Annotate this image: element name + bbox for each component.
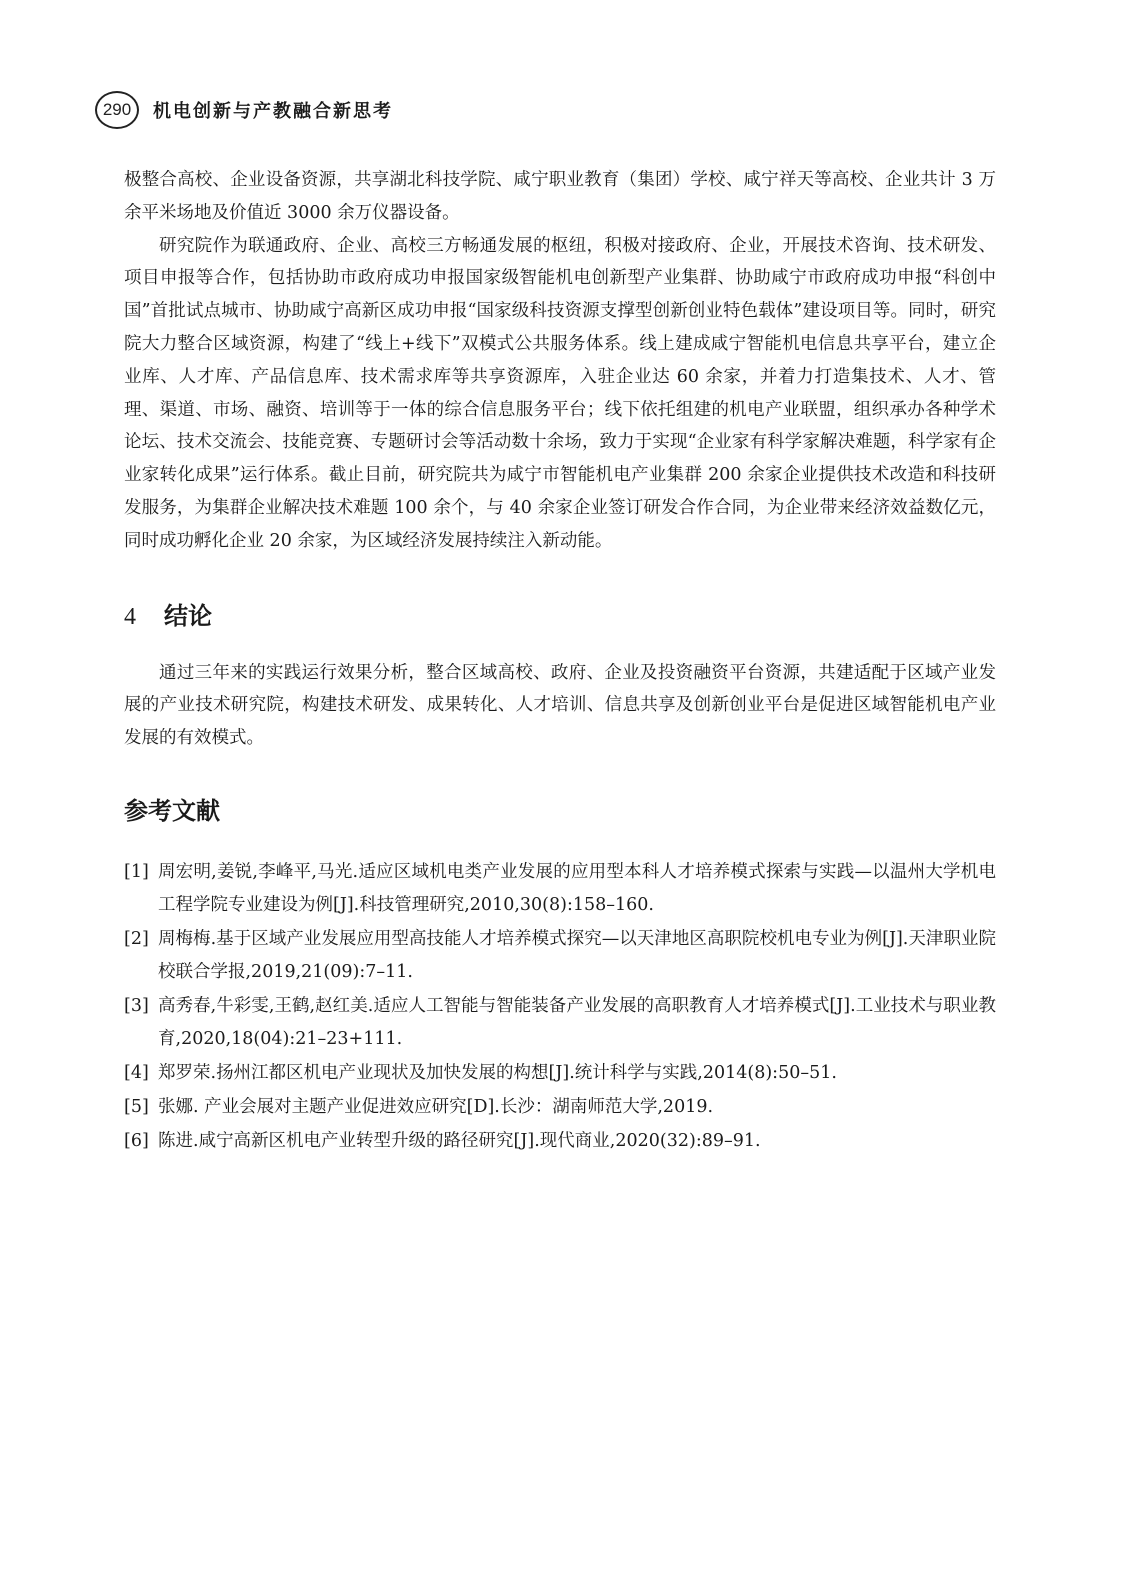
reference-label: [3] xyxy=(124,995,149,1016)
references-heading: 参考文献 xyxy=(124,796,220,825)
reference-text: 高秀春,牛彩雯,王鹤,赵红美.适应人工智能与智能装备产业发展的高职教育人才培养模式[J].工业技术与职业教育,2020,18(04):21–23+111. xyxy=(158,995,996,1049)
reference-text: 陈进.咸宁高新区机电产业转型升级的路径研究[J].现代商业,2020(32):89–91. xyxy=(158,1130,761,1151)
reference-list xyxy=(124,856,996,1158)
reference-text: 张娜. 产业会展对主题产业促进效应研究[D].长沙：湖南师范大学,2019. xyxy=(158,1096,714,1117)
reference-item xyxy=(124,1125,996,1158)
reference-item xyxy=(124,923,996,989)
section-title: 结论 xyxy=(164,601,212,630)
reference-label: [1] xyxy=(124,861,149,882)
body-paragraph: 研究院作为联通政府、企业、高校三方畅通发展的枢纽，积极对接政府、企业，开展技术咨询、技术研发、项目申报等合作，包括协助市政府成功申报国家级智能机电创新型产业集群、协助咸宁市政府成功申报“科创中国”首批试点城市、协助咸宁高新区成功申报“国家级科技资源支撑型创新创业特色载体”建设项目等。同时，研究院大力整合区域资源，构建了“线上+线下”双模式公共服务体系。线上建成咸宁智能机电信息共享平台，建立企业库、人才库、产品信息库、技术需求库等共享资源库，入驻企业达 60 余家，并着力打造集技术、人才、管理、渠道、市场、融资、培训等于一体的综合信息服务平台；线下依托组建的机电产业联盟，组织承办各种学术论坛、技术交流会、技能竞赛、专题研讨会等活动数十余场，致力于实现“企业家有科学家解决难题，科学家有企业家转化成果”运行体系。截止目前，研究院共为咸宁市智能机电产业集群 200 余家企业提供技术改造和科技研发服务，为集群企业解决技术难题 100 余个，与 40 余家企业签订研发合作合同，为企业带来经济效益数亿元，同时成功孵化企业 20 余家，为区域经济发展持续注入新动能。 xyxy=(124,235,996,551)
reference-label: [2] xyxy=(124,928,149,949)
reference-label: [5] xyxy=(124,1096,149,1117)
reference-text: 郑罗荣.扬州江都区机电产业现状及加快发展的构想[J].统计科学与实践,2014(8):50–51. xyxy=(158,1062,837,1083)
running-title: 机电创新与产教融合新思考 xyxy=(153,101,393,122)
reference-item xyxy=(124,856,996,922)
reference-text: 周梅梅.基于区域产业发展应用型高技能人才培养模式探究—以天津地区高职院校机电专业为例[J].天津职业院校联合学报,2019,21(09):7–11. xyxy=(158,928,996,982)
section-heading xyxy=(124,596,996,631)
page-header xyxy=(95,88,393,132)
reference-item xyxy=(124,990,996,1056)
reference-item xyxy=(124,1091,996,1124)
reference-item xyxy=(124,1057,996,1090)
reference-text: 周宏明,姜锐,李峰平,马光.适应区域机电类产业发展的应用型本科人才培养模式探索与实践—以温州大学机电工程学院专业建设为例[J].科技管理研究,2010,30(8):158–160. xyxy=(158,861,996,915)
reference-label: [4] xyxy=(124,1062,149,1083)
page-number: 290 xyxy=(95,91,139,129)
section-number: 4 xyxy=(124,603,136,630)
conclusion-paragraph: 通过三年来的实践运行效果分析，整合区域高校、政府、企业及投资融资平台资源，共建适配于区域产业发展的产业技术研究院，构建技术研发、成果转化、人才培训、信息共享及创新创业平台是促进区域智能机电产业发展的有效模式。 xyxy=(124,662,996,749)
reference-label: [6] xyxy=(124,1130,149,1151)
body-paragraph: 极整合高校、企业设备资源，共享湖北科技学院、咸宁职业教育（集团）学校、咸宁祥天等高校、企业共计 3 万余平米场地及价值近 3000 余万仪器设备。 xyxy=(124,170,996,223)
page-content xyxy=(124,164,996,1159)
